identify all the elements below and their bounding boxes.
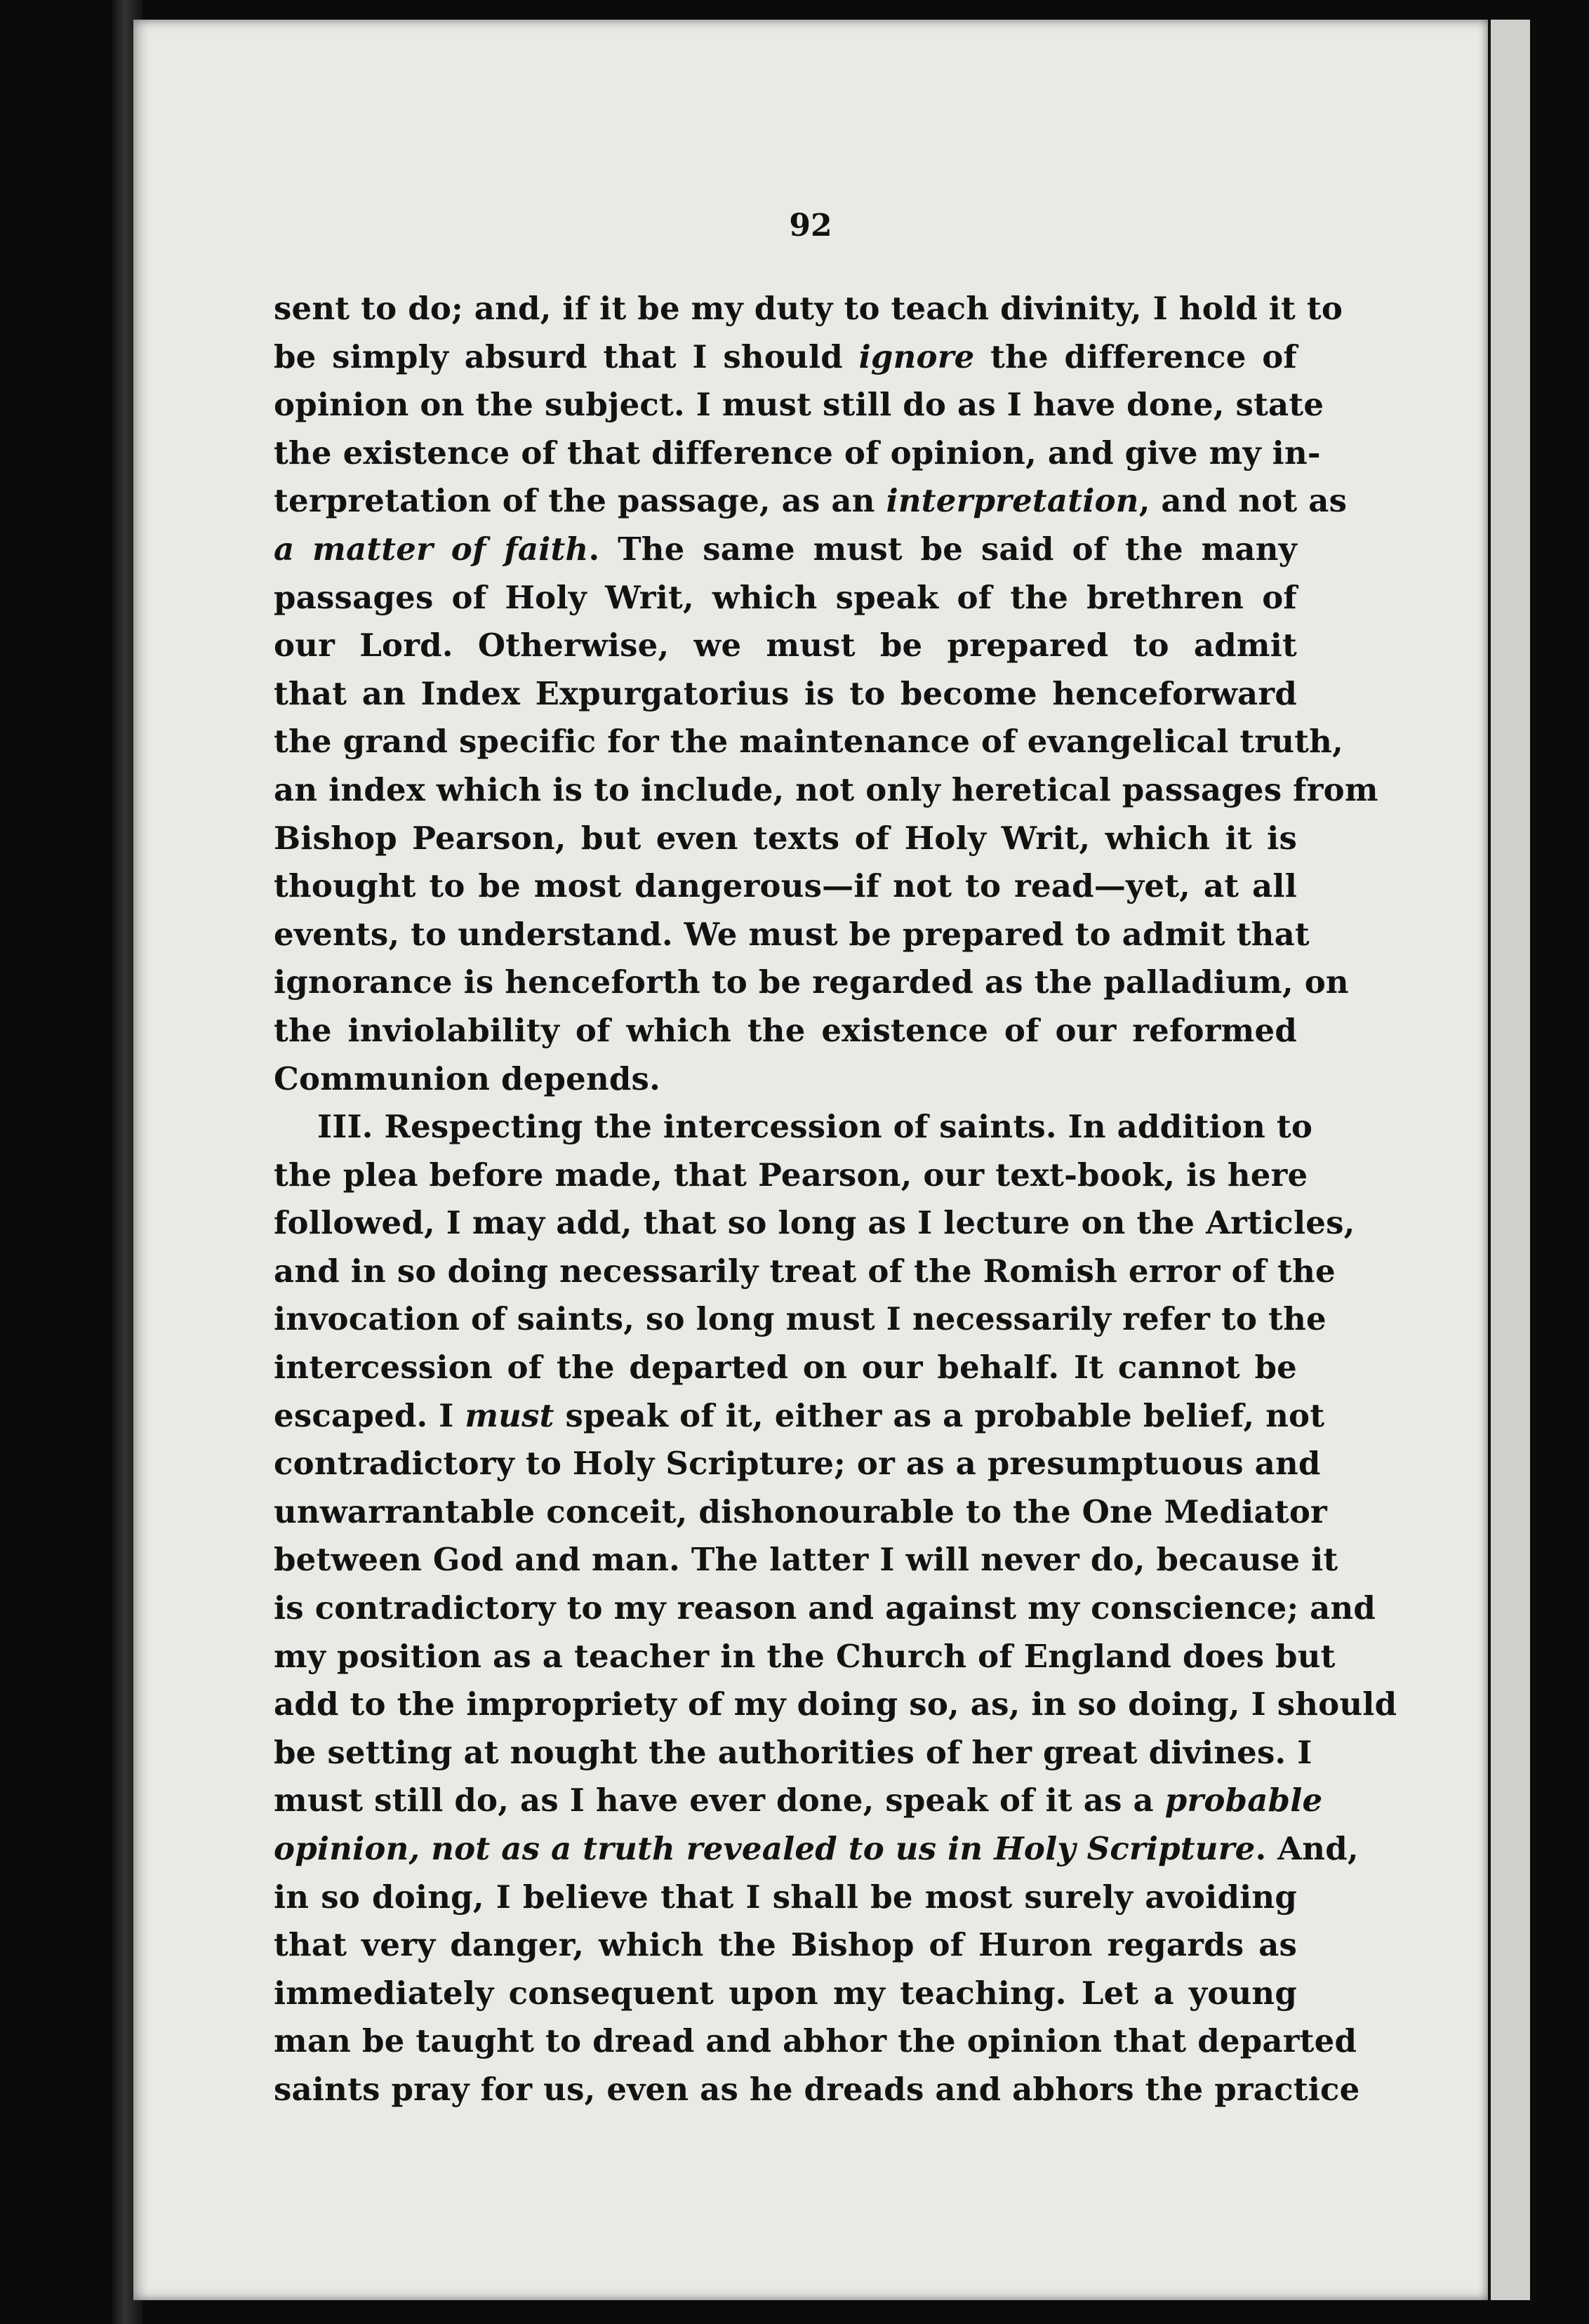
text-segment: man be taught to dread and abhor the opinion that departed <box>274 2022 1357 2060</box>
text-segment: sent to do; and, if it be my duty to teach divinity, I hold it to <box>274 290 1343 327</box>
text-line <box>274 1440 1321 1488</box>
text-line <box>274 1151 1308 1200</box>
text-segment: the difference of <box>974 338 1297 375</box>
text-segment: be simply absurd that I should <box>274 338 859 375</box>
text-line <box>274 959 1349 1007</box>
text-segment: events, to understand. We must be prepared to admit that <box>274 915 1310 953</box>
text-line <box>274 1970 1297 2018</box>
text-line <box>274 1825 1359 1874</box>
text-segment: must still do, as I have ever done, speak of it as a <box>274 1782 1165 1819</box>
adjacent-page-edge <box>1488 20 1533 2300</box>
text-segment: thought to be most dangerous—if not to read—yet, at all <box>274 867 1297 905</box>
text-segment: intercession of the departed on our behalf. It cannot be <box>274 1349 1297 1387</box>
text-segment: the grand specific for the maintenance of evangelical truth, <box>274 723 1343 761</box>
text-segment: III. Respecting the intercession of saints. In addition to <box>317 1108 1313 1146</box>
text-line <box>274 1921 1297 1970</box>
text-segment: add to the impropriety of my doing so, as, in so doing, I should <box>274 1685 1397 1723</box>
italic-text-segment: interpretation <box>886 482 1139 520</box>
page-body-text <box>274 285 1397 2114</box>
text-segment: speak of it, either as a probable belief, not <box>554 1396 1325 1434</box>
text-segment: be setting at nought the authorities of her great divines. I <box>274 1733 1312 1771</box>
text-line <box>274 1392 1325 1441</box>
text-line <box>274 815 1297 863</box>
text-segment: Communion depends. <box>274 1060 660 1097</box>
text-line <box>274 1055 1297 1104</box>
text-segment: immediately consequent upon my teaching. Let a young <box>274 1974 1297 2012</box>
text-line <box>274 574 1297 622</box>
text-segment: terpretation of the passage, as an <box>274 482 886 520</box>
text-line <box>274 477 1348 526</box>
text-line <box>274 718 1343 766</box>
text-line <box>274 1874 1297 1922</box>
text-segment: . The same must be said of the many <box>588 530 1297 568</box>
text-segment: unwarrantable conceit, dishonourable to the One Mediator <box>274 1492 1327 1530</box>
text-line <box>274 1633 1336 1681</box>
italic-text-segment: must <box>465 1396 554 1434</box>
text-segment: . And, <box>1255 1830 1359 1867</box>
text-line <box>274 2017 1357 2066</box>
text-segment: in so doing, I believe that I shall be most surely avoiding <box>274 1878 1297 1916</box>
text-line <box>274 1344 1297 1392</box>
text-line <box>274 1536 1338 1584</box>
text-segment: passages of Holy Writ, which speak of the brethren of <box>274 578 1297 616</box>
text-segment: saints pray for us, even as he dreads and abhors the practice <box>274 2070 1360 2108</box>
text-segment: invocation of saints, so long must I necessarily refer to the <box>274 1300 1327 1338</box>
text-segment: and in so doing necessarily treat of the Romish error of the <box>274 1252 1336 1290</box>
text-line <box>274 1295 1327 1344</box>
text-line <box>274 429 1321 478</box>
text-segment: the existence of that difference of opinion, and give my in- <box>274 434 1321 472</box>
text-line <box>274 381 1324 429</box>
text-line <box>274 1584 1376 1633</box>
text-segment: ignorance is henceforth to be regarded as the palladium, on <box>274 963 1349 1001</box>
text-line <box>274 1248 1336 1296</box>
text-line <box>274 1777 1323 1825</box>
italic-text-segment: opinion, not as a truth revealed to us in Holy Scripture <box>274 1830 1256 1867</box>
text-segment: Bishop Pearson, but even texts of Holy Writ, which it is <box>274 819 1297 857</box>
text-segment: followed, I may add, that so long as I lecture on the Articles, <box>274 1204 1355 1242</box>
text-line <box>274 670 1297 719</box>
text-line <box>274 622 1297 670</box>
text-segment: that very danger, which the Bishop of Huron regards as <box>274 1926 1297 1964</box>
text-segment: contradictory to Holy Scripture; or as a presumptuous and <box>274 1445 1321 1483</box>
text-segment: between God and man. The latter I will never do, because it <box>274 1541 1338 1579</box>
italic-text-segment: a matter of faith <box>274 530 589 568</box>
italic-text-segment: ignore <box>858 338 975 375</box>
scan-border <box>1530 0 1589 2324</box>
text-line <box>274 1729 1312 1777</box>
text-segment: escaped. I <box>274 1396 465 1434</box>
text-line <box>274 1007 1297 1055</box>
page-number: 92 <box>789 208 832 243</box>
text-line <box>274 862 1297 911</box>
text-line <box>274 285 1343 333</box>
text-line <box>274 2066 1360 2114</box>
text-line <box>274 766 1378 815</box>
text-segment: is contradictory to my reason and against my conscience; and <box>274 1589 1376 1627</box>
text-segment: an index which is to include, not only heretical passages from <box>274 770 1378 808</box>
text-segment: , and not as <box>1138 482 1348 520</box>
text-line <box>274 911 1310 959</box>
text-segment: the plea before made, that Pearson, our text-book, is here <box>274 1156 1308 1194</box>
italic-text-segment: probable <box>1164 1782 1323 1819</box>
text-line <box>274 333 1297 382</box>
text-segment: opinion on the subject. I must still do as I have done, state <box>274 386 1324 424</box>
text-segment: our Lord. Otherwise, we must be prepared to admit <box>274 627 1297 665</box>
text-line <box>274 1488 1327 1537</box>
text-line <box>274 526 1297 574</box>
text-line <box>274 1199 1355 1248</box>
text-segment: my position as a teacher in the Church of England does but <box>274 1637 1336 1675</box>
text-line <box>274 1103 1313 1151</box>
text-segment: the inviolability of which the existence of our reformed <box>274 1011 1297 1049</box>
text-segment: that an Index Expurgatorius is to become henceforward <box>274 674 1297 712</box>
text-line <box>274 1681 1397 1729</box>
